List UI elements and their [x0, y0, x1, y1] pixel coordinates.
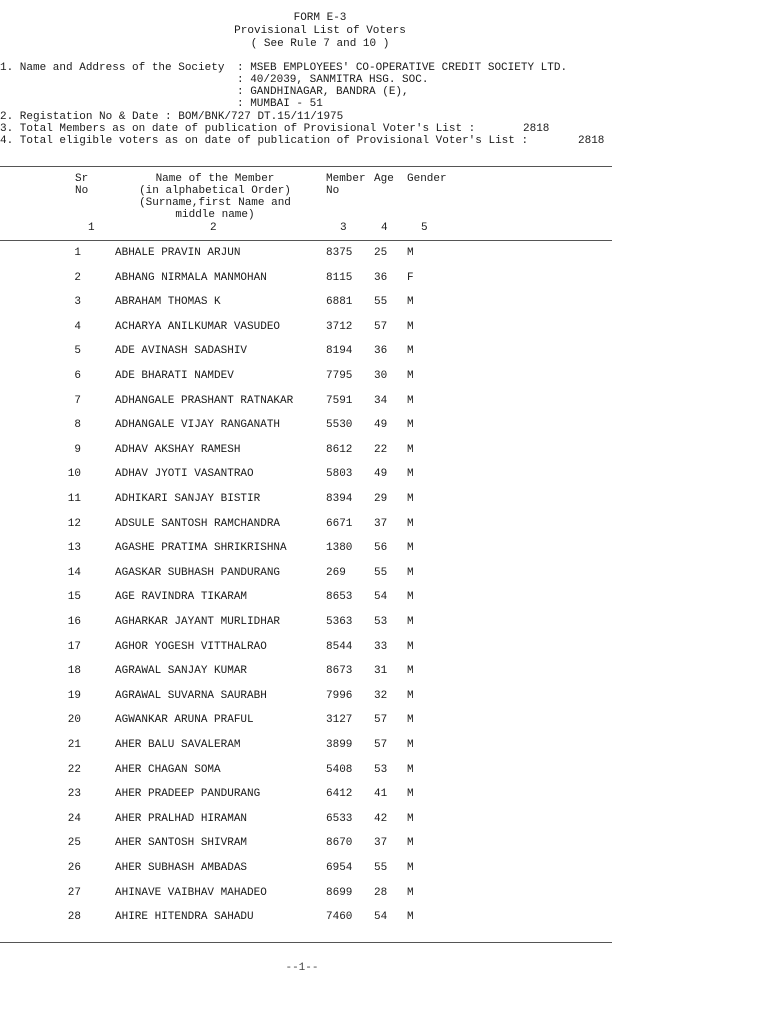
cell-name: ADSULE SANTOSH RAMCHANDRA	[115, 517, 281, 530]
cell-age: 32	[374, 689, 388, 702]
cell-sr: 27	[67, 886, 81, 899]
cell-member-no: 8673	[326, 665, 353, 678]
cell-name: ADHAV JYOTI VASANTRAO	[115, 468, 254, 481]
cell-sr: 26	[67, 862, 81, 874]
cell-sr: 1	[74, 247, 81, 259]
cell-age: 54	[374, 911, 388, 924]
cell-age: 57	[374, 739, 388, 751]
table-row	[0, 247, 612, 261]
cell-sr: 23	[67, 788, 81, 801]
table-row	[0, 887, 612, 901]
col-number-2: 2	[210, 222, 217, 234]
cell-name: ADE AVINASH SADASHIV	[115, 345, 248, 358]
cell-sr: 13	[67, 542, 81, 555]
cell-gender: M	[407, 739, 414, 751]
cell-sr: 16	[67, 616, 81, 628]
header-sr-line-2: No	[75, 185, 89, 197]
table-row	[0, 665, 612, 679]
header-member-no-line-1: Member	[326, 173, 366, 185]
cell-gender: M	[407, 394, 414, 407]
cell-age: 42	[374, 812, 388, 825]
cell-age: 49	[374, 419, 388, 432]
cell-age: 28	[374, 886, 388, 899]
cell-member-no: 7996	[326, 689, 353, 702]
cell-name: ACHARYA ANILKUMAR VASUDEO	[115, 320, 281, 333]
cell-sr: 22	[67, 763, 81, 776]
cell-gender: M	[407, 542, 414, 555]
cell-sr: 28	[67, 911, 81, 924]
cell-age: 49	[374, 468, 388, 481]
cell-member-no: 6671	[326, 517, 353, 530]
cell-age: 22	[374, 443, 388, 456]
cell-sr: 10	[67, 468, 81, 481]
cell-name: AGHOR YOGESH VITTHALRAO	[115, 640, 267, 653]
cell-member-no: 7591	[326, 394, 353, 407]
cell-age: 41	[374, 788, 388, 801]
cell-gender: M	[407, 566, 414, 579]
cell-age: 31	[374, 665, 388, 678]
cell-gender: M	[407, 616, 414, 628]
cell-age: 29	[374, 493, 388, 505]
header-name-line-2: (in alphabetical Order)	[139, 185, 291, 197]
cell-age: 57	[374, 320, 388, 333]
cell-name: AHER CHAGAN SOMA	[115, 763, 221, 776]
cell-member-no: 8375	[326, 247, 353, 259]
cell-gender: M	[407, 911, 414, 924]
table-row	[0, 862, 612, 876]
header-member-no-line-2: No	[326, 185, 340, 197]
cell-name: AHER SUBHASH AMBADAS	[115, 862, 248, 874]
cell-name: ABRAHAM THOMAS K	[115, 296, 221, 309]
cell-sr: 19	[67, 689, 81, 702]
registration-info: 2. Registation No & Date : BOM/BNK/727 DT.15/11/1975	[0, 111, 344, 123]
table-row	[0, 788, 612, 802]
cell-age: 37	[374, 837, 388, 850]
society-line-3: : GANDHINAGAR, BANDRA (E),	[237, 86, 409, 98]
total-members-value: 2818	[523, 123, 550, 135]
cell-gender: M	[407, 517, 414, 530]
cell-name: AHER BALU SAVALERAM	[115, 739, 241, 751]
table-row	[0, 567, 612, 581]
cell-gender: M	[407, 320, 414, 333]
table-row	[0, 370, 612, 384]
cell-name: ABHANG NIRMALA MANMOHAN	[115, 271, 267, 284]
cell-sr: 15	[67, 591, 81, 604]
divider-header	[0, 240, 612, 241]
cell-sr: 21	[67, 739, 81, 751]
cell-gender: M	[407, 812, 414, 825]
table-row	[0, 493, 612, 507]
cell-member-no: 8699	[326, 886, 353, 899]
cell-member-no: 8544	[326, 640, 353, 653]
col-number-1: 1	[88, 222, 95, 234]
cell-member-no: 3899	[326, 739, 353, 751]
cell-age: 25	[374, 247, 388, 259]
cell-member-no: 6412	[326, 788, 353, 801]
cell-member-no: 7795	[326, 370, 353, 382]
table-row	[0, 272, 612, 286]
cell-sr: 8	[74, 419, 81, 432]
table-row	[0, 321, 612, 335]
cell-member-no: 8115	[326, 271, 353, 284]
cell-gender: M	[407, 468, 414, 481]
cell-age: 55	[374, 566, 388, 579]
cell-gender: M	[407, 862, 414, 874]
society-label: 1. Name and Address of the Society	[0, 62, 225, 74]
cell-gender: M	[407, 296, 414, 309]
cell-name: ADHIKARI SANJAY BISTIR	[115, 493, 261, 505]
cell-sr: 25	[67, 837, 81, 850]
cell-age: 33	[374, 640, 388, 653]
cell-name: AGWANKAR ARUNA PRAFUL	[115, 714, 254, 727]
table-row	[0, 345, 612, 359]
table-row	[0, 542, 612, 556]
cell-age: 53	[374, 763, 388, 776]
cell-member-no: 8670	[326, 837, 353, 850]
cell-sr: 7	[74, 394, 81, 407]
col-number-5: 5	[421, 222, 428, 234]
cell-member-no: 5363	[326, 616, 353, 628]
table-row	[0, 296, 612, 310]
table-row	[0, 468, 612, 482]
society-line-1: : MSEB EMPLOYEES' CO-OPERATIVE CREDIT SOCIETY LTD.	[237, 62, 568, 74]
cell-member-no: 8394	[326, 493, 353, 505]
header-age: Age	[374, 173, 394, 185]
total-members-label: 3. Total Members as on date of publication of Provisional Voter's List :	[0, 123, 476, 135]
cell-gender: M	[407, 714, 414, 727]
cell-name: AGRAWAL SUVARNA SAURABH	[115, 689, 267, 702]
cell-member-no: 7460	[326, 911, 353, 924]
cell-name: AHER PRALHAD HIRAMAN	[115, 812, 248, 825]
cell-sr: 12	[67, 517, 81, 530]
cell-sr: 20	[67, 714, 81, 727]
rule-reference: ( See Rule 7 and 10 )	[250, 38, 390, 50]
cell-sr: 17	[67, 640, 81, 653]
cell-member-no: 6533	[326, 812, 353, 825]
cell-member-no: 5530	[326, 419, 353, 432]
form-subtitle: Provisional List of Voters	[234, 25, 406, 37]
cell-member-no: 3712	[326, 320, 353, 333]
cell-name: AGRAWAL SANJAY KUMAR	[115, 665, 248, 678]
divider-top	[0, 166, 612, 167]
cell-name: AGE RAVINDRA TIKARAM	[115, 591, 248, 604]
page-number: --1--	[285, 962, 319, 974]
cell-gender: M	[407, 886, 414, 899]
cell-name: AHIRE HITENDRA SAHADU	[115, 911, 254, 924]
cell-age: 36	[374, 345, 388, 358]
cell-age: 54	[374, 591, 388, 604]
cell-member-no: 6881	[326, 296, 353, 309]
col-number-3: 3	[340, 222, 347, 234]
cell-sr: 2	[74, 271, 81, 284]
header-sr-line-1: Sr	[75, 173, 89, 185]
table-row	[0, 444, 612, 458]
cell-age: 55	[374, 862, 388, 874]
cell-name: AHER SANTOSH SHIVRAM	[115, 837, 248, 850]
cell-gender: M	[407, 591, 414, 604]
table-row	[0, 911, 612, 925]
cell-sr: 11	[67, 493, 81, 505]
cell-sr: 5	[74, 345, 81, 358]
cell-member-no: 8653	[326, 591, 353, 604]
cell-sr: 18	[67, 665, 81, 678]
cell-name: AHER PRADEEP PANDURANG	[115, 788, 261, 801]
header-name-line-4: middle name)	[175, 209, 255, 221]
cell-gender: M	[407, 345, 414, 358]
cell-gender: M	[407, 665, 414, 678]
cell-age: 36	[374, 271, 388, 284]
cell-member-no: 3127	[326, 714, 353, 727]
cell-sr: 9	[74, 443, 81, 456]
cell-sr: 3	[74, 296, 81, 309]
cell-gender: M	[407, 370, 414, 382]
cell-age: 30	[374, 370, 388, 382]
cell-gender: M	[407, 640, 414, 653]
cell-name: ADHANGALE VIJAY RANGANATH	[115, 419, 281, 432]
cell-gender: M	[407, 763, 414, 776]
table-row	[0, 395, 612, 409]
cell-age: 53	[374, 616, 388, 628]
header-gender: Gender	[407, 173, 447, 185]
header-name-line-1: Name of the Member	[155, 173, 275, 185]
table-row	[0, 518, 612, 532]
total-eligible-label: 4. Total eligible voters as on date of publication of Provisional Voter's List :	[0, 135, 529, 147]
cell-member-no: 8612	[326, 443, 353, 456]
cell-gender: F	[407, 271, 414, 284]
cell-gender: M	[407, 247, 414, 259]
cell-gender: M	[407, 443, 414, 456]
table-row	[0, 739, 612, 753]
table-row	[0, 616, 612, 630]
table-row	[0, 764, 612, 778]
cell-age: 57	[374, 714, 388, 727]
cell-age: 34	[374, 394, 388, 407]
cell-sr: 24	[67, 812, 81, 825]
cell-gender: M	[407, 788, 414, 801]
cell-name: ADHANGALE PRASHANT RATNAKAR	[115, 394, 294, 407]
cell-sr: 6	[74, 370, 81, 382]
cell-name: AGHARKAR JAYANT MURLIDHAR	[115, 616, 281, 628]
header-name-line-3: (Surname,first Name and	[139, 197, 291, 209]
table-row	[0, 591, 612, 605]
table-row	[0, 690, 612, 704]
cell-member-no: 8194	[326, 345, 353, 358]
total-eligible-value: 2818	[578, 135, 605, 147]
col-number-4: 4	[381, 222, 388, 234]
cell-gender: M	[407, 493, 414, 505]
table-row	[0, 837, 612, 851]
cell-member-no: 5408	[326, 763, 353, 776]
cell-gender: M	[407, 419, 414, 432]
society-line-4: : MUMBAI - 51	[237, 98, 323, 110]
society-line-2: : 40/2039, SANMITRA HSG. SOC.	[237, 74, 429, 86]
table-row	[0, 714, 612, 728]
cell-gender: M	[407, 837, 414, 850]
table-row	[0, 419, 612, 433]
cell-name: AGASKAR SUBHASH PANDURANG	[115, 566, 281, 579]
cell-age: 55	[374, 296, 388, 309]
cell-member-no: 269	[326, 566, 346, 579]
cell-sr: 14	[67, 566, 81, 579]
cell-name: AGASHE PRATIMA SHRIKRISHNA	[115, 542, 287, 555]
table-row	[0, 641, 612, 655]
table-row	[0, 813, 612, 827]
cell-member-no: 5803	[326, 468, 353, 481]
cell-gender: M	[407, 689, 414, 702]
cell-name: ABHALE PRAVIN ARJUN	[115, 247, 241, 259]
cell-member-no: 1380	[326, 542, 353, 555]
cell-age: 37	[374, 517, 388, 530]
divider-bottom	[0, 942, 612, 943]
cell-age: 56	[374, 542, 388, 555]
cell-name: ADE BHARATI NAMDEV	[115, 370, 234, 382]
cell-member-no: 6954	[326, 862, 353, 874]
cell-name: ADHAV AKSHAY RAMESH	[115, 443, 241, 456]
form-title: FORM E-3	[293, 12, 347, 24]
cell-sr: 4	[74, 320, 81, 333]
cell-name: AHINAVE VAIBHAV MAHADEO	[115, 886, 267, 899]
